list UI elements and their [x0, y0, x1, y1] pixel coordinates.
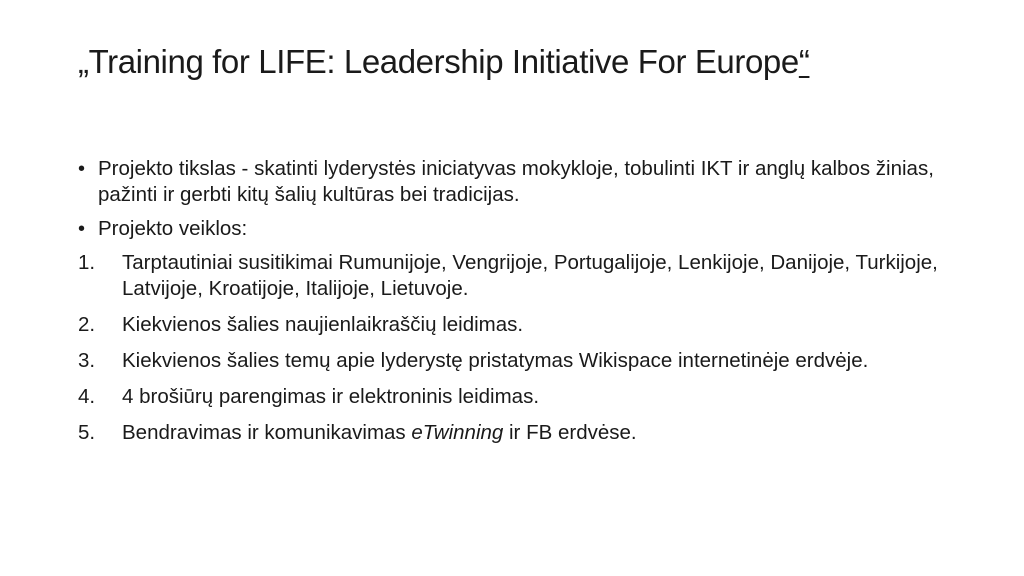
bullet-marker: • — [78, 218, 86, 240]
numbered-item-1 — [78, 250, 958, 302]
numbered-text-part: ir FB erdvėse. — [503, 421, 637, 444]
slide-body — [78, 156, 958, 456]
numbered-text: Tarptautiniai susitikimai Rumunijoje, Vengrijoje, Portugalijoje, Lenkijoje, Danijoje, Turkijoje, Latvijoje, Kroatijoje, Italijoje, Lietuvoje. — [122, 251, 938, 300]
numbered-item-4 — [78, 384, 958, 410]
number-marker: 3. — [78, 349, 96, 372]
title-close-quote: “ — [798, 43, 810, 80]
numbered-text-part: Bendravimas ir komunikavimas — [122, 421, 412, 444]
title-open-quote: „ — [78, 43, 89, 80]
numbered-text — [122, 420, 958, 446]
bullet-text: Projekto tikslas - skatinti lyderystės iniciatyvas mokykloje, tobulinti IKT ir anglų kalbos žinias, pažinti ir gerbti kitų šalių kultūras bei tradicijas. — [98, 157, 934, 206]
numbered-text: 4 brošiūrų parengimas ir elektroninis leidimas. — [122, 385, 540, 408]
number-marker: 1. — [78, 251, 96, 274]
numbered-text: Kiekvienos šalies naujienlaikraščių leidimas. — [122, 313, 524, 336]
numbered-item-5 — [78, 420, 958, 446]
bullet-text: Projekto veiklos: — [98, 217, 248, 240]
bullet-item-goal — [78, 156, 958, 208]
number-marker: 5. — [78, 421, 96, 444]
title-main-text: Training for LIFE: Leadership Initiative For Europe — [88, 43, 799, 80]
etwinning-italic-text: eTwinning — [411, 421, 504, 444]
slide-title — [78, 40, 978, 84]
number-marker: 4. — [78, 385, 96, 408]
numbered-item-3 — [78, 348, 958, 374]
bullet-marker: • — [78, 158, 86, 180]
bullet-item-activities — [78, 216, 958, 242]
number-marker: 2. — [78, 313, 96, 336]
numbered-text: Kiekvienos šalies temų apie lyderystę pristatymas Wikispace internetinėje erdvėje. — [122, 349, 869, 372]
numbered-item-2 — [78, 312, 958, 338]
